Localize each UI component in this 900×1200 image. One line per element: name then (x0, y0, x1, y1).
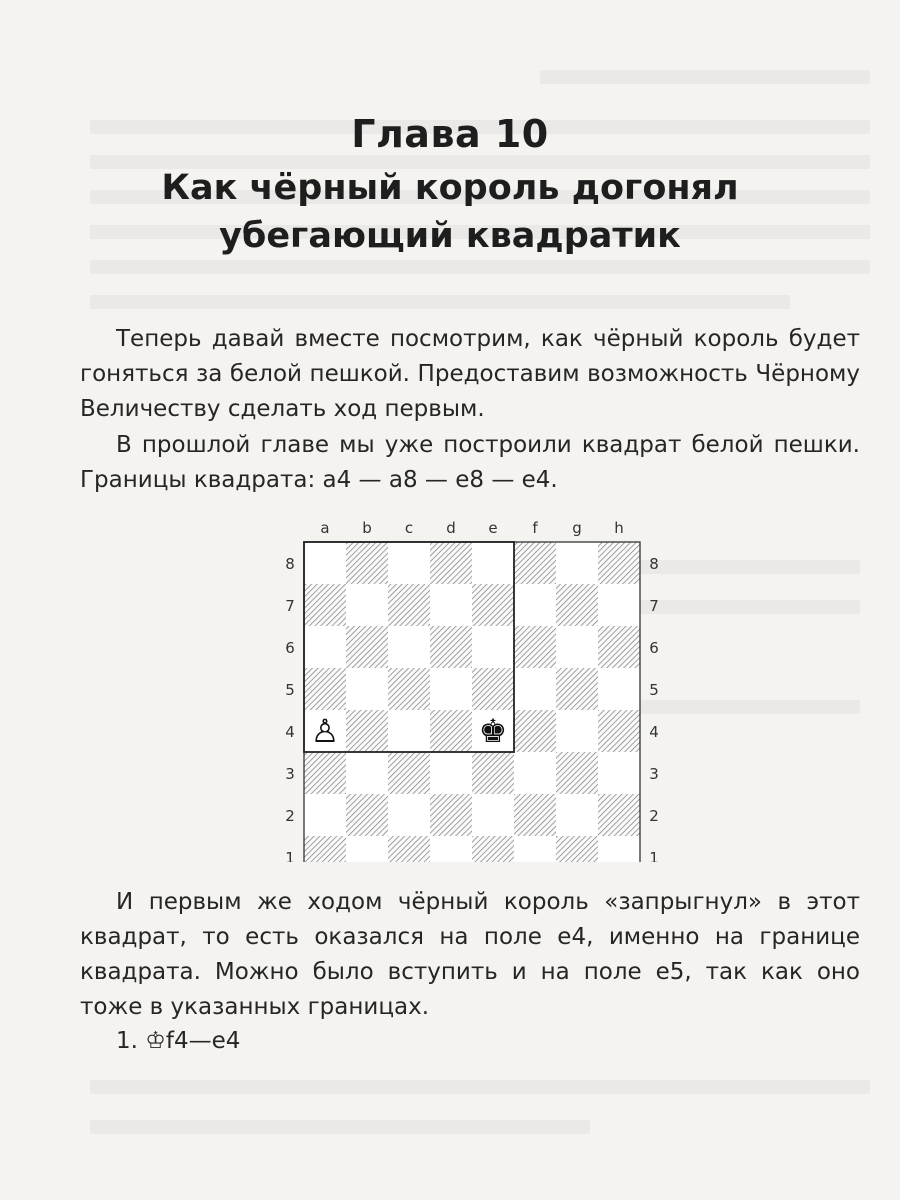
rank-label-left: 8 (285, 555, 295, 573)
square-c7 (388, 584, 430, 626)
file-label-top: e (488, 519, 498, 537)
square-f3 (514, 752, 556, 794)
square-h7 (598, 584, 640, 626)
square-b1 (346, 836, 388, 862)
rank-label-right: 8 (649, 555, 659, 573)
square-f5 (514, 668, 556, 710)
square-f7 (514, 584, 556, 626)
rank-label-left: 1 (285, 849, 295, 862)
square-h1 (598, 836, 640, 862)
square-g2 (556, 794, 598, 836)
square-d1 (430, 836, 472, 862)
square-h5 (598, 668, 640, 710)
rank-label-right: 4 (649, 723, 659, 741)
chapter-title-line-2: убегающий квадратик (219, 216, 681, 256)
square-d3 (430, 752, 472, 794)
rank-label-left: 2 (285, 807, 295, 825)
square-h6 (598, 626, 640, 668)
square-e8 (472, 542, 514, 584)
king-icon: ♔ (145, 1028, 166, 1054)
file-label-top: b (362, 519, 372, 537)
move-line (116, 1024, 240, 1059)
square-d8 (430, 542, 472, 584)
rank-label-left: 3 (285, 765, 295, 783)
square-a3 (304, 752, 346, 794)
square-g1 (556, 836, 598, 862)
square-g3 (556, 752, 598, 794)
rank-label-left: 7 (285, 597, 295, 615)
chapter-number: Глава 10 (351, 112, 549, 156)
square-d5 (430, 668, 472, 710)
square-e6 (472, 626, 514, 668)
rank-label-right: 3 (649, 765, 659, 783)
square-c3 (388, 752, 430, 794)
square-e5 (472, 668, 514, 710)
rank-label-right: 5 (649, 681, 659, 699)
chapter-title (0, 164, 900, 260)
square-e7 (472, 584, 514, 626)
rank-label-left: 4 (285, 723, 295, 741)
rank-label-right: 1 (649, 849, 659, 862)
square-d4 (430, 710, 472, 752)
paragraph-2-text: В прошлой главе мы уже построили квадрат белой пешки. Границы квадрата: а4 — а8 — е8 — е4. (80, 432, 860, 493)
file-label-top: h (614, 519, 624, 537)
square-f1 (514, 836, 556, 862)
square-c6 (388, 626, 430, 668)
paragraph-2 (80, 428, 860, 498)
square-f6 (514, 626, 556, 668)
square-d6 (430, 626, 472, 668)
square-f4 (514, 710, 556, 752)
square-e1 (472, 836, 514, 862)
black-king-icon: ♚ (478, 712, 508, 750)
square-b8 (346, 542, 388, 584)
square-g7 (556, 584, 598, 626)
square-g4 (556, 710, 598, 752)
square-a5 (304, 668, 346, 710)
square-a7 (304, 584, 346, 626)
square-d2 (430, 794, 472, 836)
paragraph-1 (80, 322, 860, 427)
file-label-top: c (404, 519, 414, 537)
square-a6 (304, 626, 346, 668)
square-a1 (304, 836, 346, 862)
square-c2 (388, 794, 430, 836)
square-d7 (430, 584, 472, 626)
square-b7 (346, 584, 388, 626)
square-c4 (388, 710, 430, 752)
paragraph-3 (80, 885, 860, 1025)
rank-label-right: 2 (649, 807, 659, 825)
file-label-top: d (446, 519, 456, 537)
square-b2 (346, 794, 388, 836)
chapter-title-line-1: Как чёрный король догонял (161, 168, 739, 208)
chess-board (270, 512, 670, 862)
square-a2 (304, 794, 346, 836)
file-label-top: a (320, 519, 330, 537)
move-notation: f4—e4 (165, 1028, 241, 1054)
square-g6 (556, 626, 598, 668)
white-pawn-icon: ♙ (310, 712, 340, 750)
file-label-top: f (532, 519, 538, 537)
square-b4 (346, 710, 388, 752)
paragraph-3-text: И первым же ходом чёрный король «запрыгнул» в этот квадрат, то есть оказался на поле е4, именно на границе квадрата. Можно было вступить и на поле е5, так как оно тоже в указанных границах. (80, 889, 860, 1020)
rank-label-left: 5 (285, 681, 295, 699)
square-g8 (556, 542, 598, 584)
square-h3 (598, 752, 640, 794)
paragraph-1-text: Теперь давай вместе посмотрим, как чёрный король будет гоняться за белой пешкой. Предоставим возможность Чёрному Величеству сделать ход первым. (80, 326, 860, 422)
square-c1 (388, 836, 430, 862)
square-b3 (346, 752, 388, 794)
square-f2 (514, 794, 556, 836)
chess-diagram (270, 512, 670, 862)
square-h4 (598, 710, 640, 752)
rank-label-left: 6 (285, 639, 295, 657)
square-h2 (598, 794, 640, 836)
square-c8 (388, 542, 430, 584)
square-e3 (472, 752, 514, 794)
file-label-top: g (572, 519, 582, 537)
rank-label-right: 6 (649, 639, 659, 657)
square-g5 (556, 668, 598, 710)
square-b5 (346, 668, 388, 710)
square-a8 (304, 542, 346, 584)
rank-label-right: 7 (649, 597, 659, 615)
square-h8 (598, 542, 640, 584)
square-b6 (346, 626, 388, 668)
move-number: 1. (116, 1028, 138, 1054)
square-e2 (472, 794, 514, 836)
square-c5 (388, 668, 430, 710)
square-f8 (514, 542, 556, 584)
